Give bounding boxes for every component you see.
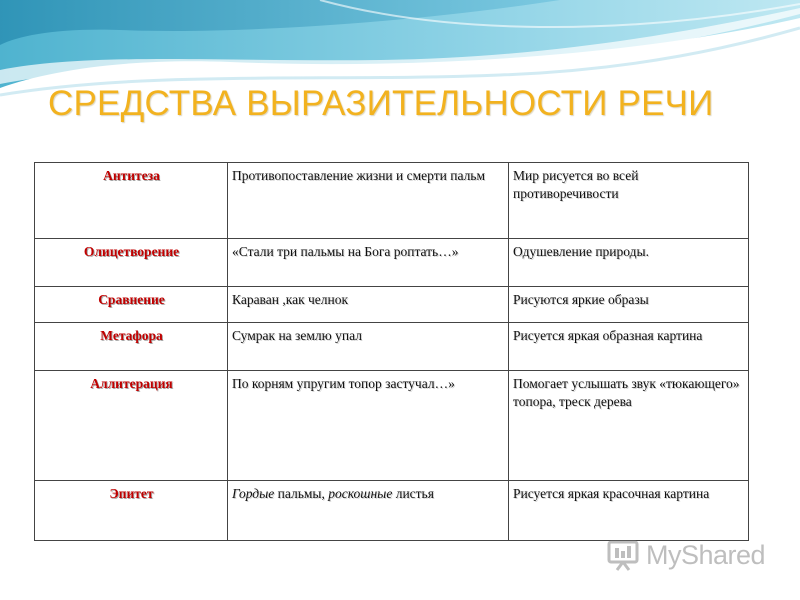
effect-cell: Помогает услышать звук «тюкающего» топора, треск дерева <box>509 371 749 481</box>
effect-cell: Одушевление природы. <box>509 239 749 287</box>
devices-table <box>34 162 749 541</box>
watermark-text: MyShared <box>646 539 766 570</box>
example-cell: «Стали три пальмы на Бога роптать…» <box>228 239 509 287</box>
term-cell: Сравнение <box>35 287 228 323</box>
example-italic-word: роскошные <box>328 486 393 501</box>
slide-title: СРЕДСТВА ВЫРАЗИТЕЛЬНОСТИ РЕЧИ <box>48 84 714 123</box>
example-cell <box>228 481 509 541</box>
watermark <box>606 535 766 575</box>
example-cell: Караван ,как челнок <box>228 287 509 323</box>
table-row <box>35 323 749 371</box>
table-row <box>35 239 749 287</box>
example-cell: По корням упругим топор застучал…» <box>228 371 509 481</box>
table-row <box>35 371 749 481</box>
effect-cell: Рисуется яркая образная картина <box>509 323 749 371</box>
table-row <box>35 481 749 541</box>
example-cell: Сумрак на землю упал <box>228 323 509 371</box>
example-italic-word: Гордые <box>232 486 275 501</box>
effect-cell: Рисуются яркие образы <box>509 287 749 323</box>
effect-cell: Рисуется яркая красочная картина <box>509 481 749 541</box>
table-row <box>35 163 749 239</box>
term-cell: Антитеза <box>35 163 228 239</box>
example-cell: Противопоставление жизни и смерти пальм <box>228 163 509 239</box>
presentation-icon <box>606 538 640 572</box>
term-cell: Олицетворение <box>35 239 228 287</box>
term-cell: Аллитерация <box>35 371 228 481</box>
term-cell: Эпитет <box>35 481 228 541</box>
example-plain-text: пальмы, <box>274 486 329 501</box>
effect-cell: Мир рисуется во всей противоречивости <box>509 163 749 239</box>
table-row <box>35 287 749 323</box>
term-cell: Метафора <box>35 323 228 371</box>
example-plain-text: листья <box>392 486 434 501</box>
